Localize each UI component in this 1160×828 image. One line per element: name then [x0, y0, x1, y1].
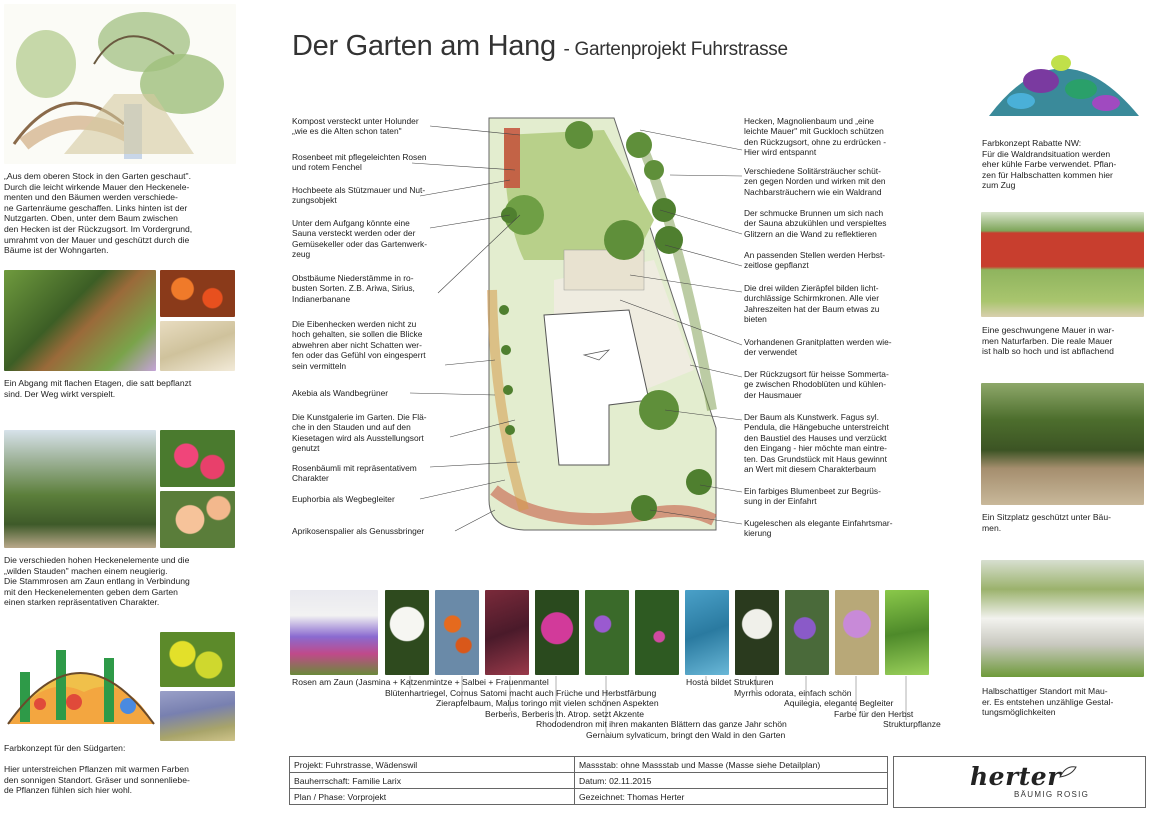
leaf-icon: [1058, 765, 1078, 779]
plant-caption-autumn: Farbe für den Herbst: [834, 709, 914, 719]
annotation-granite: Vorhandenen Granitplatten werden wie- der verwendet: [744, 337, 892, 358]
annotation-flower-bed: Ein farbiges Blumenbeet zur Begrüs- sung in der Einfahrt: [744, 486, 881, 507]
path-caption: Ein Abgang mit flachen Etagen, die satt bepflanzt sind. Der Weg wirkt verspielt.: [4, 378, 192, 399]
annotation-ball-ash: Kugeleschen als elegante Einfahrtsmar- kierung: [744, 518, 893, 539]
annotation-akebia: Akebia als Wandbegrüner: [292, 388, 389, 398]
annotation-retreat: Der Rückzugsort für heisse Sommerta- ge zwischen Rhodoblüten und kühlen- der Hausmauer: [744, 369, 889, 400]
hedge-caption: Die verschieden hohen Heckenelemente und die „wilden Stauden" machen einem neugierig. Die Stammrosen am Zaun entlang in Verbindung mit den Heckenelementen geben dem Garten einen starken repräsentativen Charakter.: [4, 555, 190, 608]
plant-photo-myrrhis: [735, 590, 779, 675]
annotation-yew-hedges: Die Eibenhecken werden nicht zu hoch gehalten, sie sollen die Blicke abwehren aber nicht Schatten wer- fen oder das Gefühl von eingesperrt sein vermitteln: [292, 319, 426, 371]
subtitle-text: - Gartenprojekt Fuhrstrasse: [563, 39, 788, 60]
annotation-sauna: Unter dem Aufgang könnte eine Sauna versteckt werden oder der Gemüsekeller oder das Gartenwerk- zeug: [292, 218, 427, 260]
project-info-table: [289, 756, 888, 805]
yellow-flowers-photo: [160, 632, 235, 687]
annotation-euphorbia: Euphorbia als Wegbegleiter: [292, 494, 395, 504]
path-photo: [4, 270, 156, 371]
peach-roses-photo: [160, 491, 235, 548]
plant-caption-dogwood: Blütenhartriegel, Cornus Satomi macht auch Früche und Herbstfärbung: [385, 688, 657, 698]
annotation-compost: Kompost versteckt unter Holunder „wie es die Alten schon taten": [292, 116, 419, 137]
plant-caption-hosta: Hosta bildet Strukturen: [686, 677, 774, 687]
plant-caption-structure: Strukturpflanze: [883, 719, 941, 729]
pink-flowers-photo: [160, 430, 235, 487]
plant-photo-geranium: [585, 590, 629, 675]
color-concept-nw-image: [981, 41, 1144, 121]
annotation-raised-beds: Hochbeete als Stützmauer und Nut- zungsobjekt: [292, 185, 426, 206]
annotation-solitary-shrubs: Verschiedene Solitärsträucher schüt- zen gegen Norden und wirken mit den Nachbarsträuchern wie ein Waldrand: [744, 166, 886, 197]
plant-caption-myrrhis: Myrrhis odorata, einfach schön: [734, 688, 852, 698]
plant-caption-roses: Rosen am Zaun (Jasmina + Katzenmintze + Salbei + Frauenmantel: [292, 677, 549, 687]
plant-caption-geranium: Gernaium sylvaticum, bringt den Wald in den Garten: [586, 730, 786, 740]
seating-area-photo: [981, 383, 1144, 505]
company-logo: herter: [970, 762, 1061, 791]
plant-photo-green: [635, 590, 679, 675]
plant-caption-aquilegia: Aquilegia, elegante Begleiter: [784, 698, 894, 708]
shade-wall-caption: Halbschattiger Standort mit Mau- er. Es entstehen unzählige Gestal- tungsmöglichkeiten: [982, 686, 1114, 718]
seating-caption: Ein Sitzplatz geschützt unter Bäu- men.: [982, 512, 1111, 533]
annotation-crab-apples: Die drei wilden Zieräpfel bilden licht- durchlässige Schirmkronen. Alle vier Jahreszeiten hat der Baum etwas zu bieten: [744, 283, 880, 325]
date-cell: Datum: 02.11.2015: [575, 773, 888, 789]
drawn-cell: Gezeichnet: Thomas Herter: [575, 789, 888, 805]
client-cell: Bauherrschaft: Familie Larix: [290, 773, 575, 789]
hedge-photo: [4, 430, 156, 548]
annotation-standard-roses: Rosenbäumli mit repräsentativem Charakter: [292, 463, 417, 484]
curved-wall-caption: Eine geschwungene Mauer in war- men Naturfarben. Die reale Mauer ist halb so hoch und ist abflachend: [982, 325, 1115, 357]
plant-photo-hosta: [685, 590, 729, 675]
plant-caption-berberis: Berberis, Berberis th. Atrop. setzt Akzente: [485, 709, 645, 719]
phase-cell: Plan / Phase: Vorprojekt: [290, 789, 575, 805]
page-title: [292, 30, 788, 63]
annotation-fountain: Der schmucke Brunnen um sich nach der Sauna abzukühlen und verspieltes Glitzern an die Wand zu reflektieren: [744, 208, 887, 239]
curved-wall-photo: [981, 212, 1144, 317]
project-cell: Projekt: Fuhrstrasse, Wädenswil: [290, 757, 575, 773]
south-color-caption: Farbkonzept für den Südgarten: Hier unterstreichen Pflanzen mit warmen Farben den sonnigen Standort. Gräser und sonnenliebe- de Pflanzen fühlen sich hier wohl.: [4, 743, 190, 796]
color-concept-south-image: [4, 632, 156, 730]
plant-photo-roses: [290, 590, 378, 675]
annotation-magnolia-hedges: Hecken, Magnolienbaum und „eine leichte Mauer" mit Guckloch schützen den Rückzugsort, ohne zu erdrücken - Hier wird entspannt: [744, 116, 886, 158]
plant-photo-dogwood: [385, 590, 429, 675]
annotation-apricot: Aprikosenspalier als Genussbringer: [292, 526, 425, 536]
annotation-beech-tree: Der Baum als Kunstwerk. Fagus syl. Pendula, die Hängebuche unterstreicht den Baustiel des Hauses und verzückt den Eingang - hier möchte man eintre- ten. Das Grundstück mit Haus gewinnt an Wert mit diesem Charakterbaum: [744, 412, 889, 475]
lavender-photo: [160, 691, 235, 741]
annotation-autumn-crocus: An passenden Stellen werden Herbst- zeitlose gepflanzt: [744, 250, 886, 271]
plant-caption-rhododendron: Rhododendron mit ihren makanten Blättern das ganze Jahr schön: [536, 719, 787, 729]
garden-plan: [484, 110, 724, 540]
shade-wall-photo: [981, 560, 1144, 677]
nw-color-caption: Farbkonzept Rabatte NW: Für die Waldrandsituation werden eher kühle Farbe verwendet. Pflan- zen für Halbschatten kommen hier zum Zug: [982, 138, 1117, 191]
plant-caption-crabapple: Zierapfelbaum, Malus toringo mit vielen schönen Aspekten: [436, 698, 659, 708]
annotation-art-gallery: Die Kunstgalerie im Garten. Die Flä- che in den Stauden und auf den Kiesetagen wird als Ausstellungsort genutzt: [292, 412, 427, 454]
plant-photo-crabapple: [435, 590, 479, 675]
intro-text: „Aus dem oberen Stock in den Garten geschaut". Durch die leicht wirkende Mauer den Heckenele- menten und den Bäumen werden verschiede- ne Gartenräume geschaffen. Links hinten ist der Nutzgarten. Oben, unter dem Baum zwischen den Hecken ist der Rückzugsort. Im Vordergrund, umrahmt von der Mauer und geschützt durch die Bäume ist der Wohngarten.: [4, 171, 193, 256]
plant-photo-aquilegia: [785, 590, 829, 675]
orange-flowers-photo: [160, 270, 235, 317]
garden-sketch-image: [4, 4, 236, 164]
plant-photo-autumn-crocus: [835, 590, 879, 675]
plant-photo-rhododendron: [535, 590, 579, 675]
title-text: Der Garten am Hang: [292, 30, 556, 62]
plant-photo-berberis: [485, 590, 529, 675]
grass-photo: [160, 321, 235, 371]
annotation-rose-bed: Rosenbeet mit pflegeleichten Rosen und rotem Fenchel: [292, 152, 427, 173]
scale-cell: Massstab: ohne Massstab und Masse (Masse siehe Detailplan): [575, 757, 888, 773]
logo-tagline: BÄUMIG ROSIG: [1014, 790, 1090, 799]
annotation-fruit-trees: Obstbäume Niederstämme in ro- busten Sorten. Z.B. Ariwa, Sirius, Indianerbanane: [292, 273, 415, 304]
plant-photo-fern: [885, 590, 929, 675]
